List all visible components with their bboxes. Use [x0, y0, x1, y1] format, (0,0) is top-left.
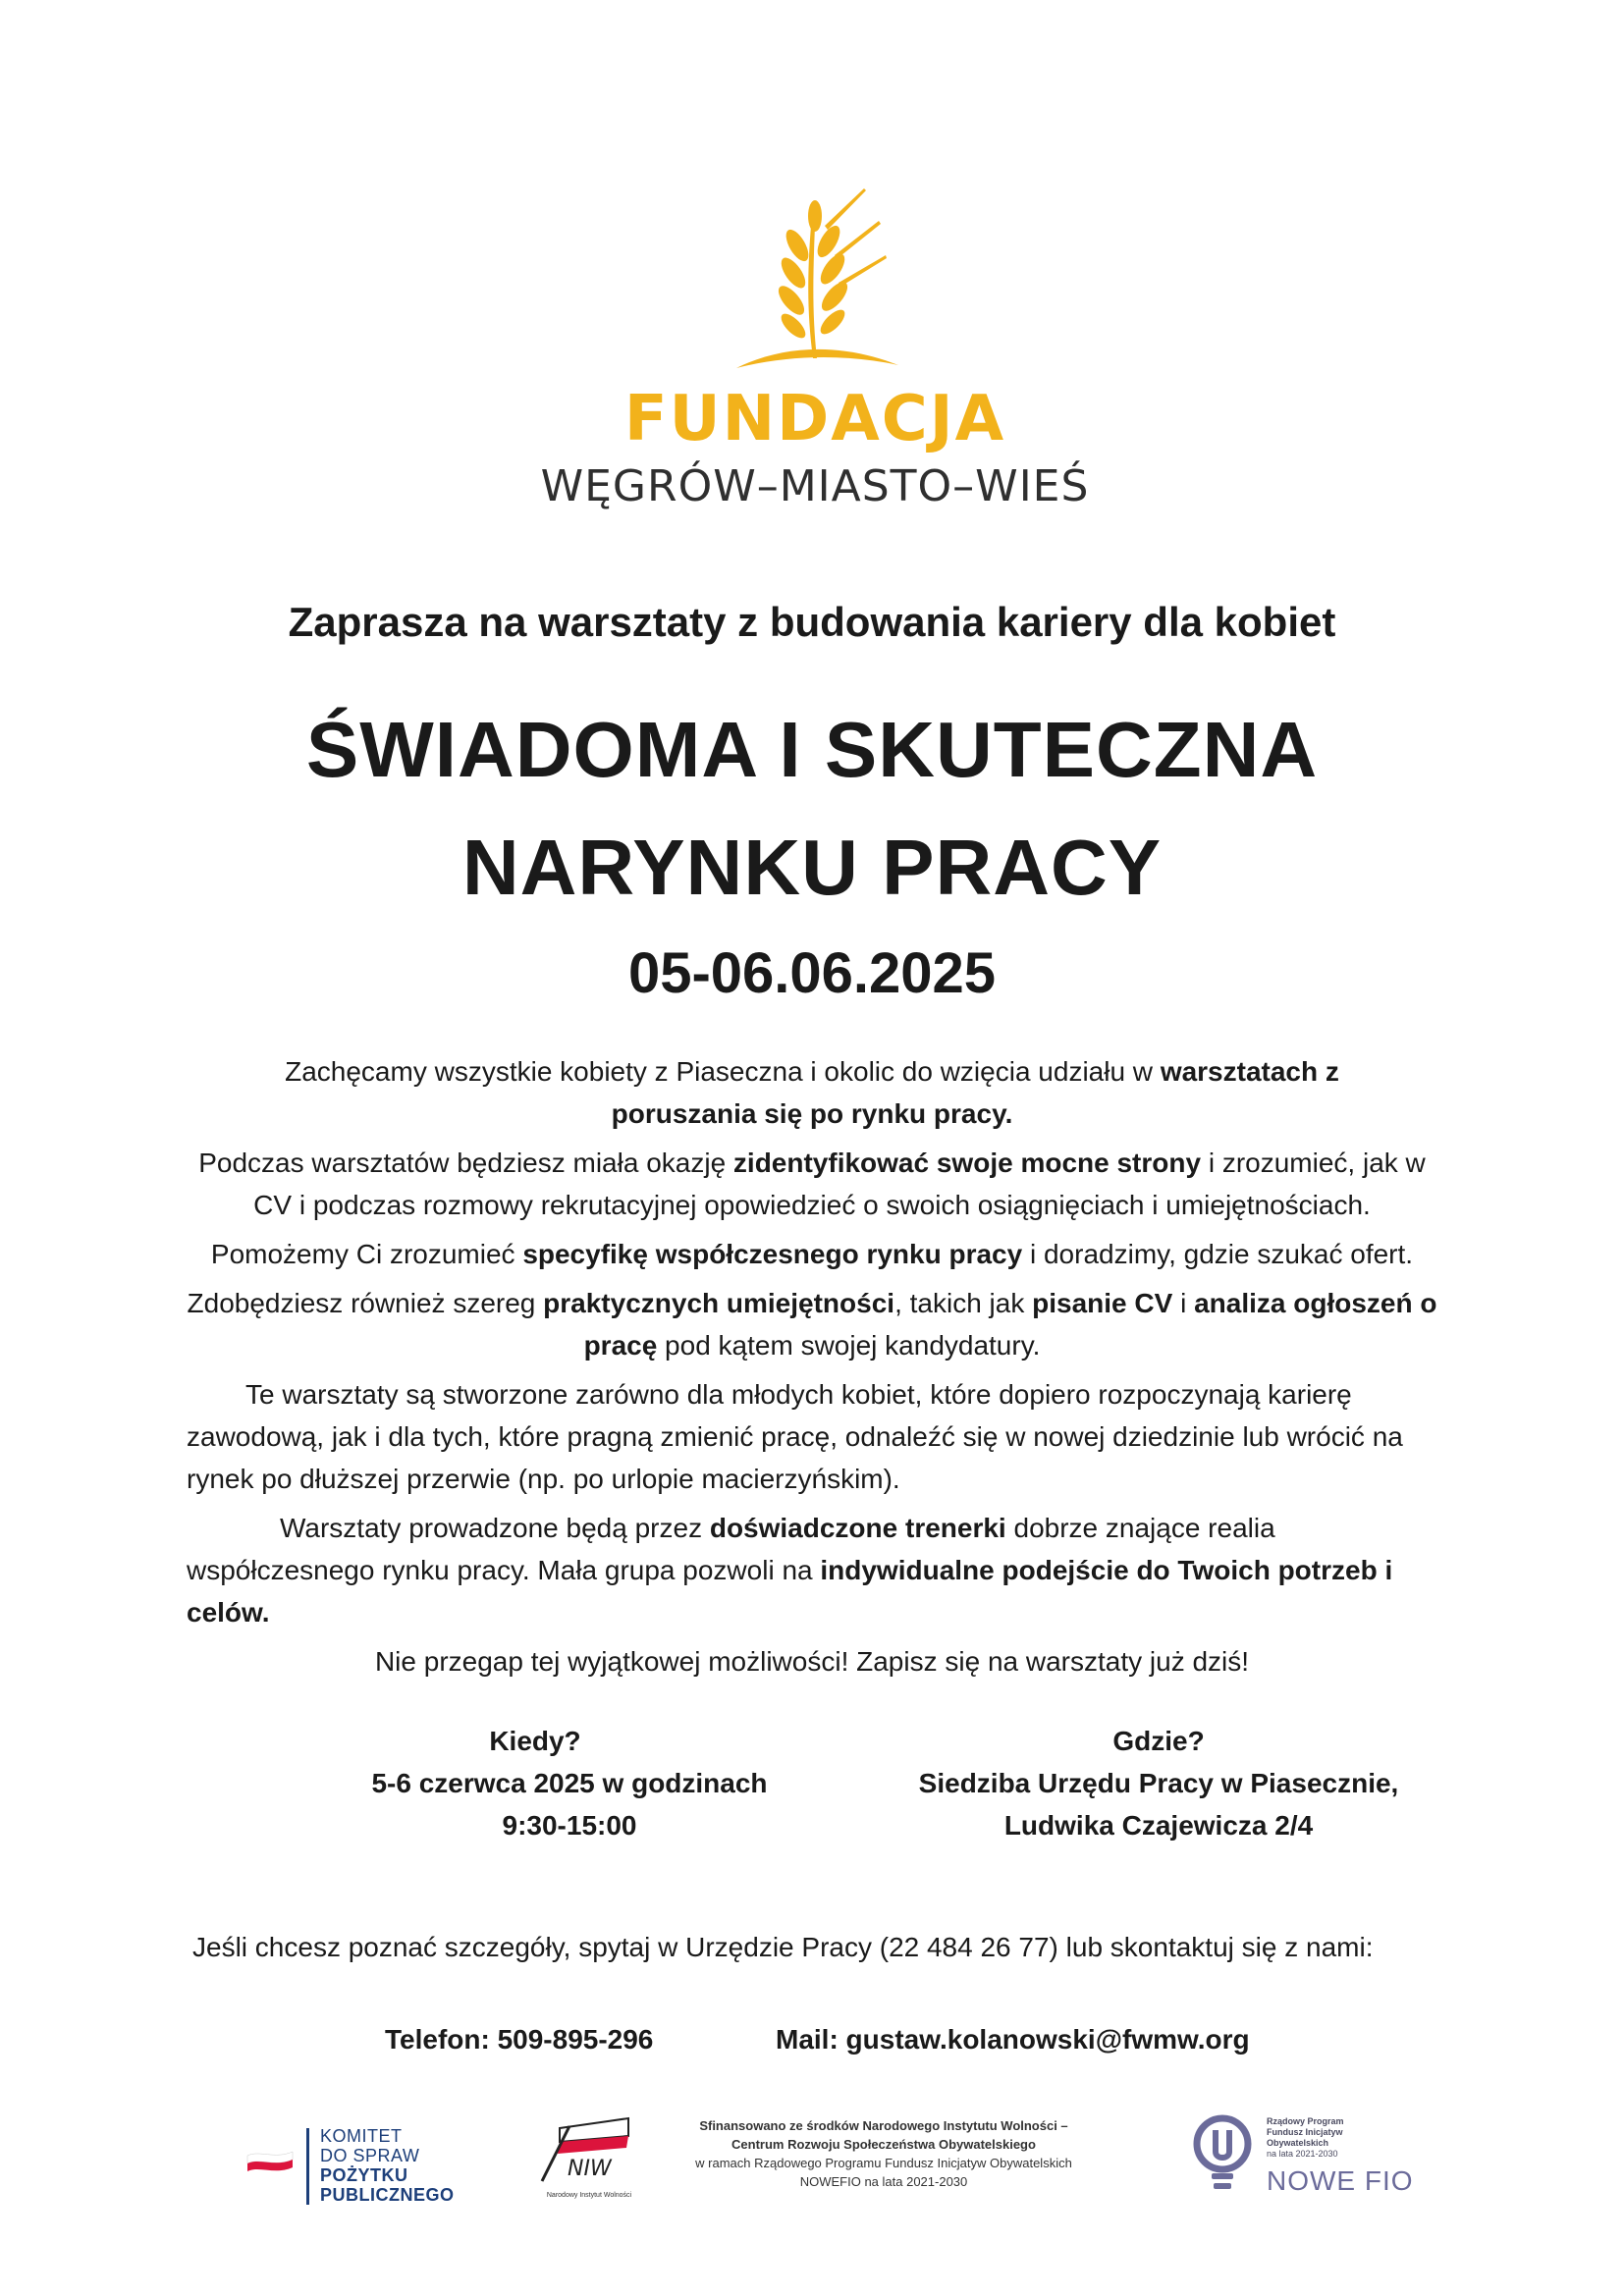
text: Pomożemy Ci zrozumieć [210, 1239, 523, 1269]
event-date: 05-06.06.2025 [627, 941, 997, 1005]
where-line2: Ludwika Czajewicza 2/4 [1003, 1810, 1314, 1841]
fio-line: Fundusz Inicjatyw [1267, 2127, 1343, 2137]
event-title-line1: ŚWIADOMA I SKUTECZNA [305, 706, 1319, 793]
paragraph-3 [187, 1233, 1437, 1275]
when-line2: 9:30-15:00 [502, 1810, 637, 1841]
fin-line: NOWEFIO na lata 2021-2030 [799, 2174, 968, 2189]
niw-logo [530, 2109, 648, 2216]
fin-line: Sfinansowano ze środków Narodowego Instytutu Wolności – [699, 2118, 1068, 2133]
lightbulb-icon [1188, 2112, 1257, 2201]
fio-line: Obywatelskich [1267, 2138, 1329, 2148]
when-line1: 5-6 czerwca 2025 w godzinach [371, 1768, 768, 1798]
description [187, 1050, 1437, 1689]
niw-caption: Narodowy Instytut Wolności [546, 2192, 632, 2199]
komitet-line: KOMITET [320, 2126, 403, 2146]
komitet-line: PUBLICZNEGO [320, 2185, 455, 2205]
emphasis: warsztatach z poruszania się po rynku pracy. [611, 1056, 1339, 1129]
when-label: Kiedy? [489, 1726, 581, 1756]
text: Podczas warsztatów będziesz miała okazję [198, 1148, 733, 1178]
where-label: Gdzie? [1112, 1726, 1205, 1756]
text: Nie przegap tej wyjątkowej możliwości! Zapisz się na warsztaty już dziś! [374, 1646, 1250, 1677]
paragraph-1 [187, 1050, 1437, 1135]
wheat-icon [717, 187, 913, 373]
text: Warsztaty prowadzone będą przez [280, 1513, 710, 1543]
komitet-text [320, 2126, 455, 2205]
emphasis: zidentyfikować swoje mocne strony [732, 1148, 1202, 1178]
text: i zrozumieć, jak w CV i podczas rozmowy rekrutacyjnej opowiedzieć o swoich osiągnięciach i umiejętnościach. [253, 1148, 1426, 1220]
emphasis: specyfikę współczesnego rynku pracy [522, 1239, 1023, 1269]
text: pod kątem swojej kandydatury. [657, 1330, 1041, 1361]
sponsor-footer [196, 2081, 1453, 2228]
fio-line: Rządowy Program [1267, 2116, 1344, 2126]
fio-line: na lata 2021-2030 [1267, 2149, 1338, 2159]
contact-info: Jeśli chcesz poznać szczegóły, spytaj w Urzędzie Pracy (22 484 26 77) lub skontaktuj się z nami: [192, 1932, 1374, 1962]
financing-note [673, 2116, 1095, 2191]
text: i doradzimy, gdzie szukać ofert. [1022, 1239, 1414, 1269]
komitet-logo [245, 2110, 520, 2209]
text: i [1172, 1288, 1195, 1318]
where-block [884, 1720, 1434, 1846]
emphasis: indywidualne podejście do Twoich potrzeb i celów. [187, 1555, 1393, 1628]
komitet-line: DO SPRAW [320, 2146, 420, 2165]
text: Zachęcamy wszystkie kobiety z Piaseczna i okolic do wzięcia udziału w [285, 1056, 1161, 1087]
event-title-line2: NARYNKU PRACY [461, 824, 1163, 911]
emphasis: pisanie CV [1032, 1288, 1173, 1318]
paragraph-5 [187, 1373, 1437, 1500]
when-block [324, 1720, 815, 1846]
paragraph-2 [187, 1142, 1437, 1226]
invite-heading: Zaprasza na warsztaty z budowania kariery dla kobiet [288, 599, 1336, 645]
logo-subname: WĘGRÓW–MIASTO–WIEŚ [540, 461, 1090, 511]
text: , takich jak [894, 1288, 1033, 1318]
text: Zdobędziesz również szereg [187, 1288, 544, 1318]
paragraph-4 [187, 1282, 1437, 1366]
email-address: Mail: gustaw.kolanowski@fwmw.org [776, 2024, 1250, 2055]
nowe-fio-logo [1188, 2112, 1434, 2211]
poland-flag-icon [245, 2148, 295, 2173]
niw-logo-text: NIW [568, 2157, 612, 2181]
paragraph-6 [187, 1507, 1437, 1633]
where-line1: Siedziba Urzędu Pracy w Piasecznie, [918, 1768, 1399, 1798]
foundation-logo [530, 187, 1100, 520]
logo-name: FUNDACJA [623, 383, 1006, 455]
emphasis: analiza ogłoszeń o pracę [583, 1288, 1437, 1361]
fio-small-text [1267, 2116, 1344, 2160]
paragraph-7 [187, 1640, 1437, 1682]
fin-line: w ramach Rządowego Programu Fundusz Inicjatyw Obywatelskich [695, 2156, 1072, 2170]
divider [306, 2128, 309, 2205]
niw-emblem-icon [530, 2109, 648, 2187]
komitet-line: POŻYTKU [320, 2165, 408, 2185]
text: Te warsztaty są stworzone zarówno dla młodych kobiet, które dopiero rozpoczynają karierę zawodową, jak i dla tych, które pragną zmienić pracę, odnaleźć się w nowej dziedzinie lub wrócić na rynek po dłuższej przerwie (np. po urlopie macierzyńskim). [187, 1379, 1403, 1494]
emphasis: doświadczone trenerki [709, 1513, 1006, 1543]
fio-name: NOWE FIO [1267, 2165, 1414, 2196]
emphasis: praktycznych umiejętności [543, 1288, 895, 1318]
phone-number: Telefon: 509-895-296 [385, 2024, 654, 2055]
fin-line: Centrum Rozwoju Społeczeństwa Obywatelskiego [731, 2137, 1036, 2152]
text: dobrze znające realia współczesnego rynku pracy. Mała grupa pozwoli na [187, 1513, 1275, 1585]
